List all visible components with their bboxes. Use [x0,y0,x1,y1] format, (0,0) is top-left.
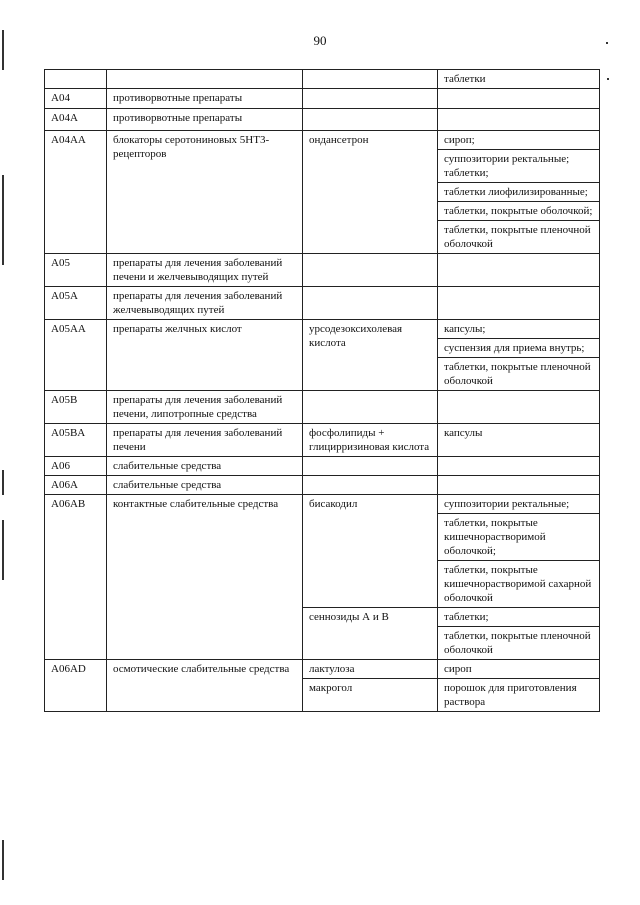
form-cell: суппозитории ректальные; [438,495,600,514]
table-row [45,660,600,679]
code-cell: A05B [45,391,107,424]
table-row [45,254,600,287]
code-cell: A04 [45,89,107,109]
drug-cell: ондансетрон [303,131,438,254]
group-cell: препараты для лечения заболеваний желчевыводящих путей [107,287,303,320]
page-number: 90 [313,33,327,48]
form-cell [438,89,600,109]
form-cell [438,391,600,424]
group-cell: блокаторы серотониновых 5НТ3-рецепторов [107,131,303,254]
group-cell: противорвотные препараты [107,109,303,131]
form-cell: суспензия для приема внутрь; [438,339,600,358]
form-cell [438,476,600,495]
code-cell: A05 [45,254,107,287]
scan-mark [2,175,4,265]
group-cell: слабительные средства [107,476,303,495]
drug-cell: бисакодил [303,495,438,608]
form-cell [438,457,600,476]
group-cell: препараты желчных кислот [107,320,303,391]
code-cell: A04A [45,109,107,131]
group-cell: препараты для лечения заболеваний печени, липотропные средства [107,391,303,424]
scan-speck [606,42,608,44]
table-row [45,131,600,150]
drug-cell: макрогол [303,679,438,712]
form-cell: таблетки, покрытые кишечнорастворимой сахарной оболочкой [438,561,600,608]
form-cell: капсулы [438,424,600,457]
table-row [45,495,600,514]
form-cell: таблетки, покрытые оболочкой; [438,202,600,221]
drug-table [44,69,600,712]
table-row [45,391,600,424]
drug-cell: сеннозиды А и В [303,608,438,660]
form-cell: капсулы; [438,320,600,339]
drug-cell: урсодезоксихолевая кислота [303,320,438,391]
group-cell: препараты для лечения заболеваний печени и желчевыводящих путей [107,254,303,287]
table-row [45,424,600,457]
group-cell: противорвотные препараты [107,89,303,109]
scan-speck [607,78,609,80]
table-row [45,287,600,320]
group-cell [107,70,303,89]
drug-cell: фосфолипиды + глицирризиновая кислота [303,424,438,457]
form-cell: таблетки [438,70,600,89]
code-cell: A06 [45,457,107,476]
table-row [45,89,600,109]
form-cell: таблетки, покрытые пленочной оболочкой [438,627,600,660]
drug-cell [303,476,438,495]
scan-mark [2,470,4,495]
drug-cell [303,287,438,320]
code-cell: A05A [45,287,107,320]
code-cell: A05BA [45,424,107,457]
drug-cell [303,109,438,131]
drug-cell [303,457,438,476]
code-cell: A06AB [45,495,107,660]
code-cell: A04AA [45,131,107,254]
group-cell: слабительные средства [107,457,303,476]
form-cell: сироп; [438,131,600,150]
form-cell: таблетки; [438,608,600,627]
table-row [45,109,600,131]
drug-cell [303,254,438,287]
scan-mark [2,520,4,580]
table-row [45,70,600,89]
form-cell: таблетки лиофилизированные; [438,183,600,202]
group-cell: препараты для лечения заболеваний печени [107,424,303,457]
drug-cell: лактулоза [303,660,438,679]
scan-mark [2,840,4,880]
table-row [45,457,600,476]
table-row [45,320,600,339]
code-cell [45,70,107,89]
form-cell: таблетки, покрытые пленочной оболочкой [438,358,600,391]
form-cell: таблетки, покрытые пленочной оболочкой [438,221,600,254]
scan-mark [2,30,4,70]
form-cell: сироп [438,660,600,679]
group-cell: осмотические слабительные средства [107,660,303,712]
drug-cell [303,391,438,424]
code-cell: A06A [45,476,107,495]
table-row [45,476,600,495]
form-cell: порошок для приготовления раствора [438,679,600,712]
drug-cell [303,89,438,109]
form-cell [438,109,600,131]
form-cell: суппозитории ректальные; таблетки; [438,150,600,183]
code-cell: A05AA [45,320,107,391]
code-cell: A06AD [45,660,107,712]
form-cell [438,254,600,287]
form-cell [438,287,600,320]
drug-cell [303,70,438,89]
form-cell: таблетки, покрытые кишечнорастворимой оболочкой; [438,514,600,561]
group-cell: контактные слабительные средства [107,495,303,660]
